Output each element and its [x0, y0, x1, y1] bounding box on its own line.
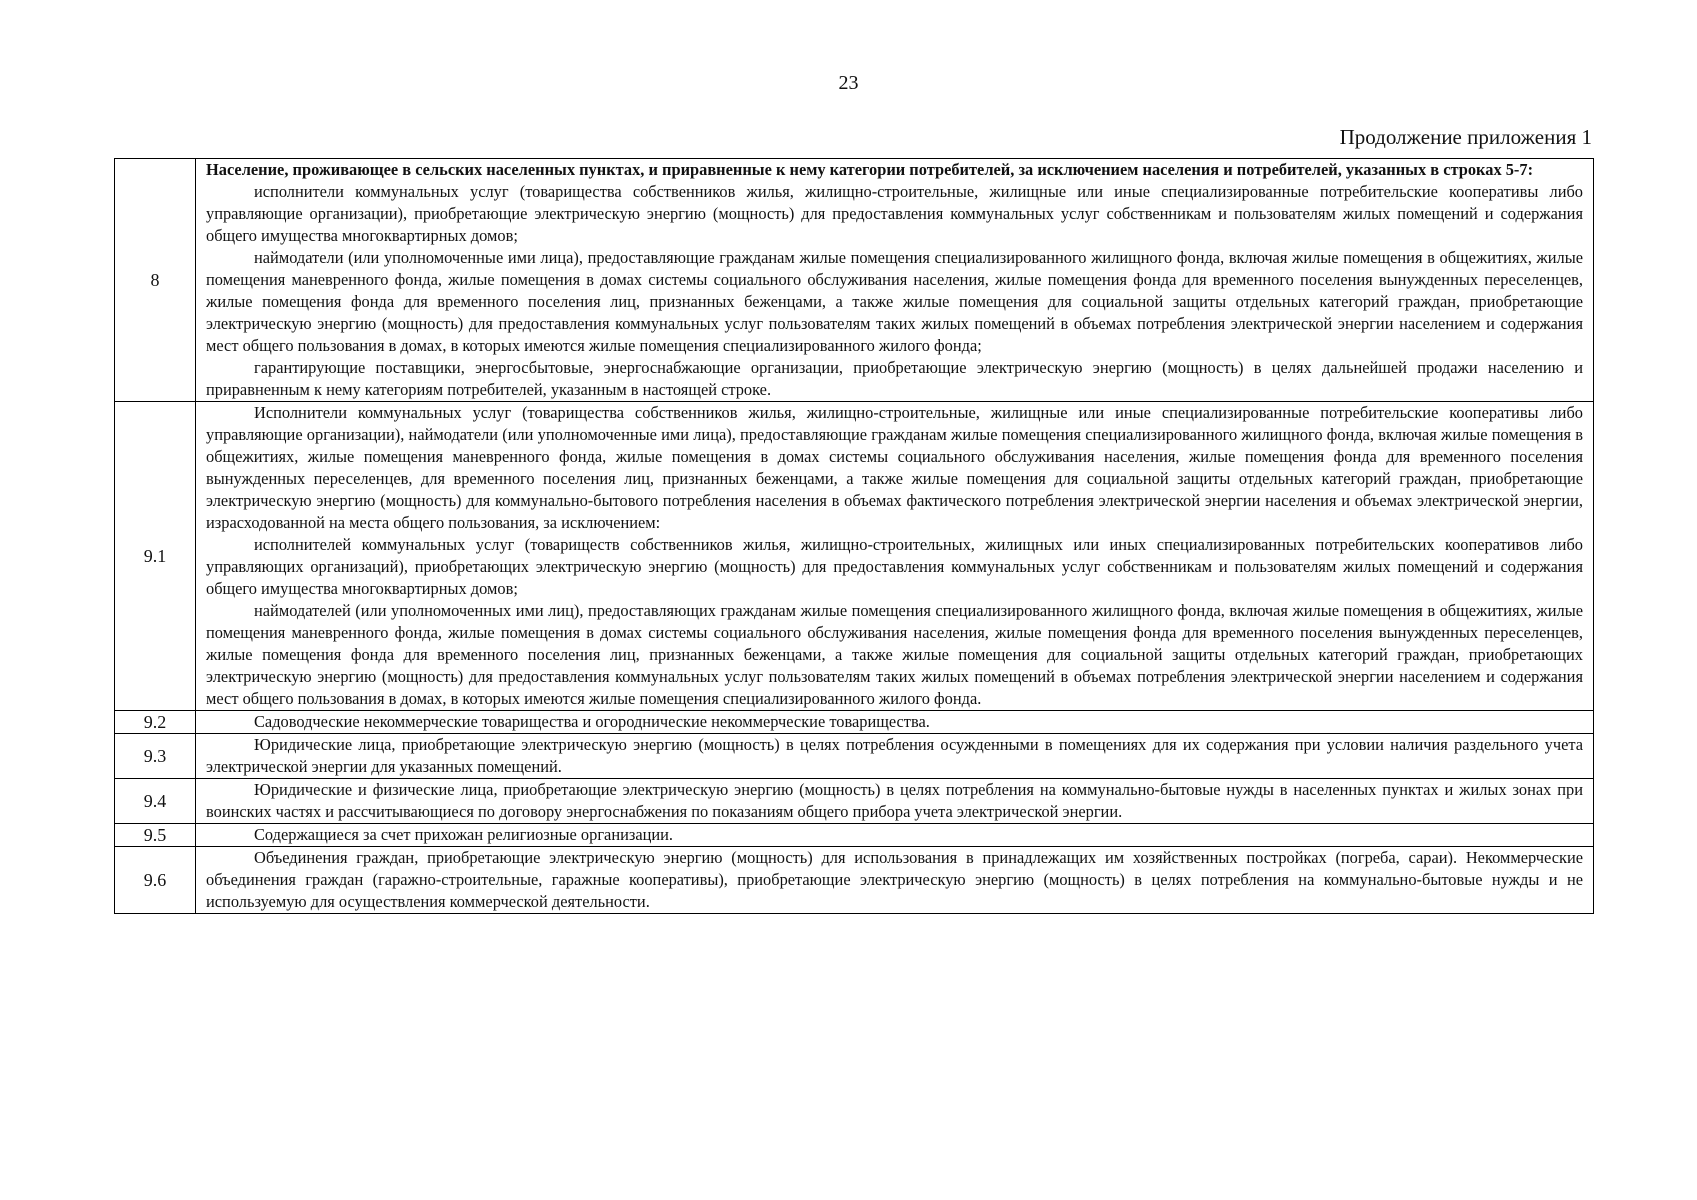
row-description [196, 711, 1594, 734]
row-paragraph: гарантирующие поставщики, энергосбытовые, энергоснабжающие организации, приобретающие электрическую энергию (мощность) в целях дальнейшей продажи населению и приравненным к нему категориям потребителей, указанным в настоящей строке. [206, 358, 1583, 399]
row-description [196, 824, 1594, 847]
row-paragraph: Объединения граждан, приобретающие электрическую энергию (мощность) для использования в принадлежащих им хозяйственных постройках (погреба, сараи). Некоммерческие объединения граждан (гаражно-строительные, гаражные кооперативы), приобретающие электрическую энергию (мощность) в целях потребления на коммунально-бытовые нужды и не используемую для осуществления коммерческой деятельности. [206, 848, 1583, 911]
table-row [115, 824, 1594, 847]
row-paragraph: Содержащиеся за счет прихожан религиозные организации. [254, 825, 674, 844]
row-description [196, 734, 1594, 779]
tariff-category-table [114, 158, 1594, 914]
row-paragraph: исполнители коммунальных услуг (товарищества собственников жилья, жилищно-строительные, жилищные или иные специализированные потребительские кооперативы либо управляющие организации), приобретающие электрическую энергию (мощность) для предоставления коммунальных услуг собственникам и пользователям жилых помещений и содержания общего имущества многоквартирных домов; [206, 182, 1583, 245]
row-description [196, 159, 1594, 402]
table-row [115, 402, 1594, 711]
row-number: 9.3 [115, 734, 196, 779]
row-heading: Население, проживающее в сельских населенных пунктах, и приравненные к нему категории потребителей, за исключением населения и потребителей, указанных в строках 5-7: [206, 160, 1534, 179]
table-row [115, 159, 1594, 402]
row-description [196, 402, 1594, 711]
row-paragraph: Юридические лица, приобретающие электрическую энергию (мощность) в целях потребления осужденными в помещениях для их содержания при условии наличия раздельного учета электрической энергии для указанных помещений. [206, 735, 1583, 776]
row-paragraph: Исполнители коммунальных услуг (товарищества собственников жилья, жилищно-строительные, жилищные или иные специализированные потребительские кооперативы либо управляющие организации), наймодатели (или уполномоченные ими лица), предоставляющие гражданам жилые помещения специализированного жилищного фонда, включая жилые помещения в общежитиях, жилые помещения маневренного фонда, жилые помещения в домах системы социального обслуживания населения, жилые помещения фонда для временного поселения вынужденных переселенцев, для временного поселения лиц, признанных беженцами, а также жилые помещения для социальной защиты отдельных категорий граждан, приобретающие электрическую энергию (мощность) для коммунально-бытового потребления населения в объемах фактического потребления электрической энергии населения и объемах электрической энергии, израсходованной на места общего пользования, за исключением: [206, 403, 1583, 532]
row-description [196, 779, 1594, 824]
row-paragraph: наймодатели (или уполномоченные ими лица), предоставляющие гражданам жилые помещения специализированного жилищного фонда, включая жилые помещения в общежитиях, жилые помещения маневренного фонда, жилые помещения в домах системы социального обслуживания населения, жилые помещения фонда для временного поселения вынужденных переселенцев, жилые помещения фонда для временного поселения лиц, признанных беженцами, а также жилые помещения для социальной защиты отдельных категорий граждан, приобретающие электрическую энергию (мощность) для предоставления коммунальных услуг пользователям таких жилых помещений в объемах потребления электрической энергии населением и содержания мест общего пользования в домах, в которых имеются жилые помещения специализированного жилого фонда; [206, 248, 1583, 355]
row-number: 9.4 [115, 779, 196, 824]
row-paragraph: исполнителей коммунальных услуг (товариществ собственников жилья, жилищно-строительных, жилищных или иных специализированных потребительских кооперативов либо управляющих организаций), приобретающих электрическую энергию (мощность) для предоставления коммунальных услуг собственникам и пользователям жилых помещений и содержания общего имущества многоквартирных домов; [206, 535, 1583, 598]
row-number: 9.5 [115, 824, 196, 847]
table-row [115, 711, 1594, 734]
continuation-label: Продолжение приложения 1 [1339, 125, 1592, 149]
table-row [115, 779, 1594, 824]
row-number: 8 [115, 159, 196, 402]
table-row [115, 847, 1594, 914]
row-number: 9.1 [115, 402, 196, 711]
row-paragraph: наймодателей (или уполномоченных ими лиц), предоставляющих гражданам жилые помещения специализированного жилищного фонда, включая жилые помещения в общежитиях, жилые помещения маневренного фонда, жилые помещения в домах системы социального обслуживания населения, жилые помещения фонда для временного поселения вынужденных переселенцев, жилые помещения фонда для временного поселения лиц, признанных беженцами, а также жилые помещения для социальной защиты отдельных категорий граждан, приобретающих электрическую энергию (мощность) для предоставления коммунальных услуг пользователям таких жилых помещений в объемах потребления электрической энергии населением и содержания мест общего пользования в домах, в которых имеются жилые помещения специализированного жилого фонда. [206, 601, 1583, 708]
row-number: 9.2 [115, 711, 196, 734]
page-number: 23 [838, 72, 859, 94]
row-paragraph: Садоводческие некоммерческие товарищества и огороднические некоммерческие товарищества. [254, 712, 930, 731]
row-number: 9.6 [115, 847, 196, 914]
table-row [115, 734, 1594, 779]
row-description [196, 847, 1594, 914]
row-paragraph: Юридические и физические лица, приобретающие электрическую энергию (мощность) в целях потребления на коммунально-бытовые нужды в населенных пунктах и жилых зонах при воинских частях и рассчитывающиеся по договору энергоснабжения по показаниям общего прибора учета электрической энергии. [206, 780, 1583, 821]
